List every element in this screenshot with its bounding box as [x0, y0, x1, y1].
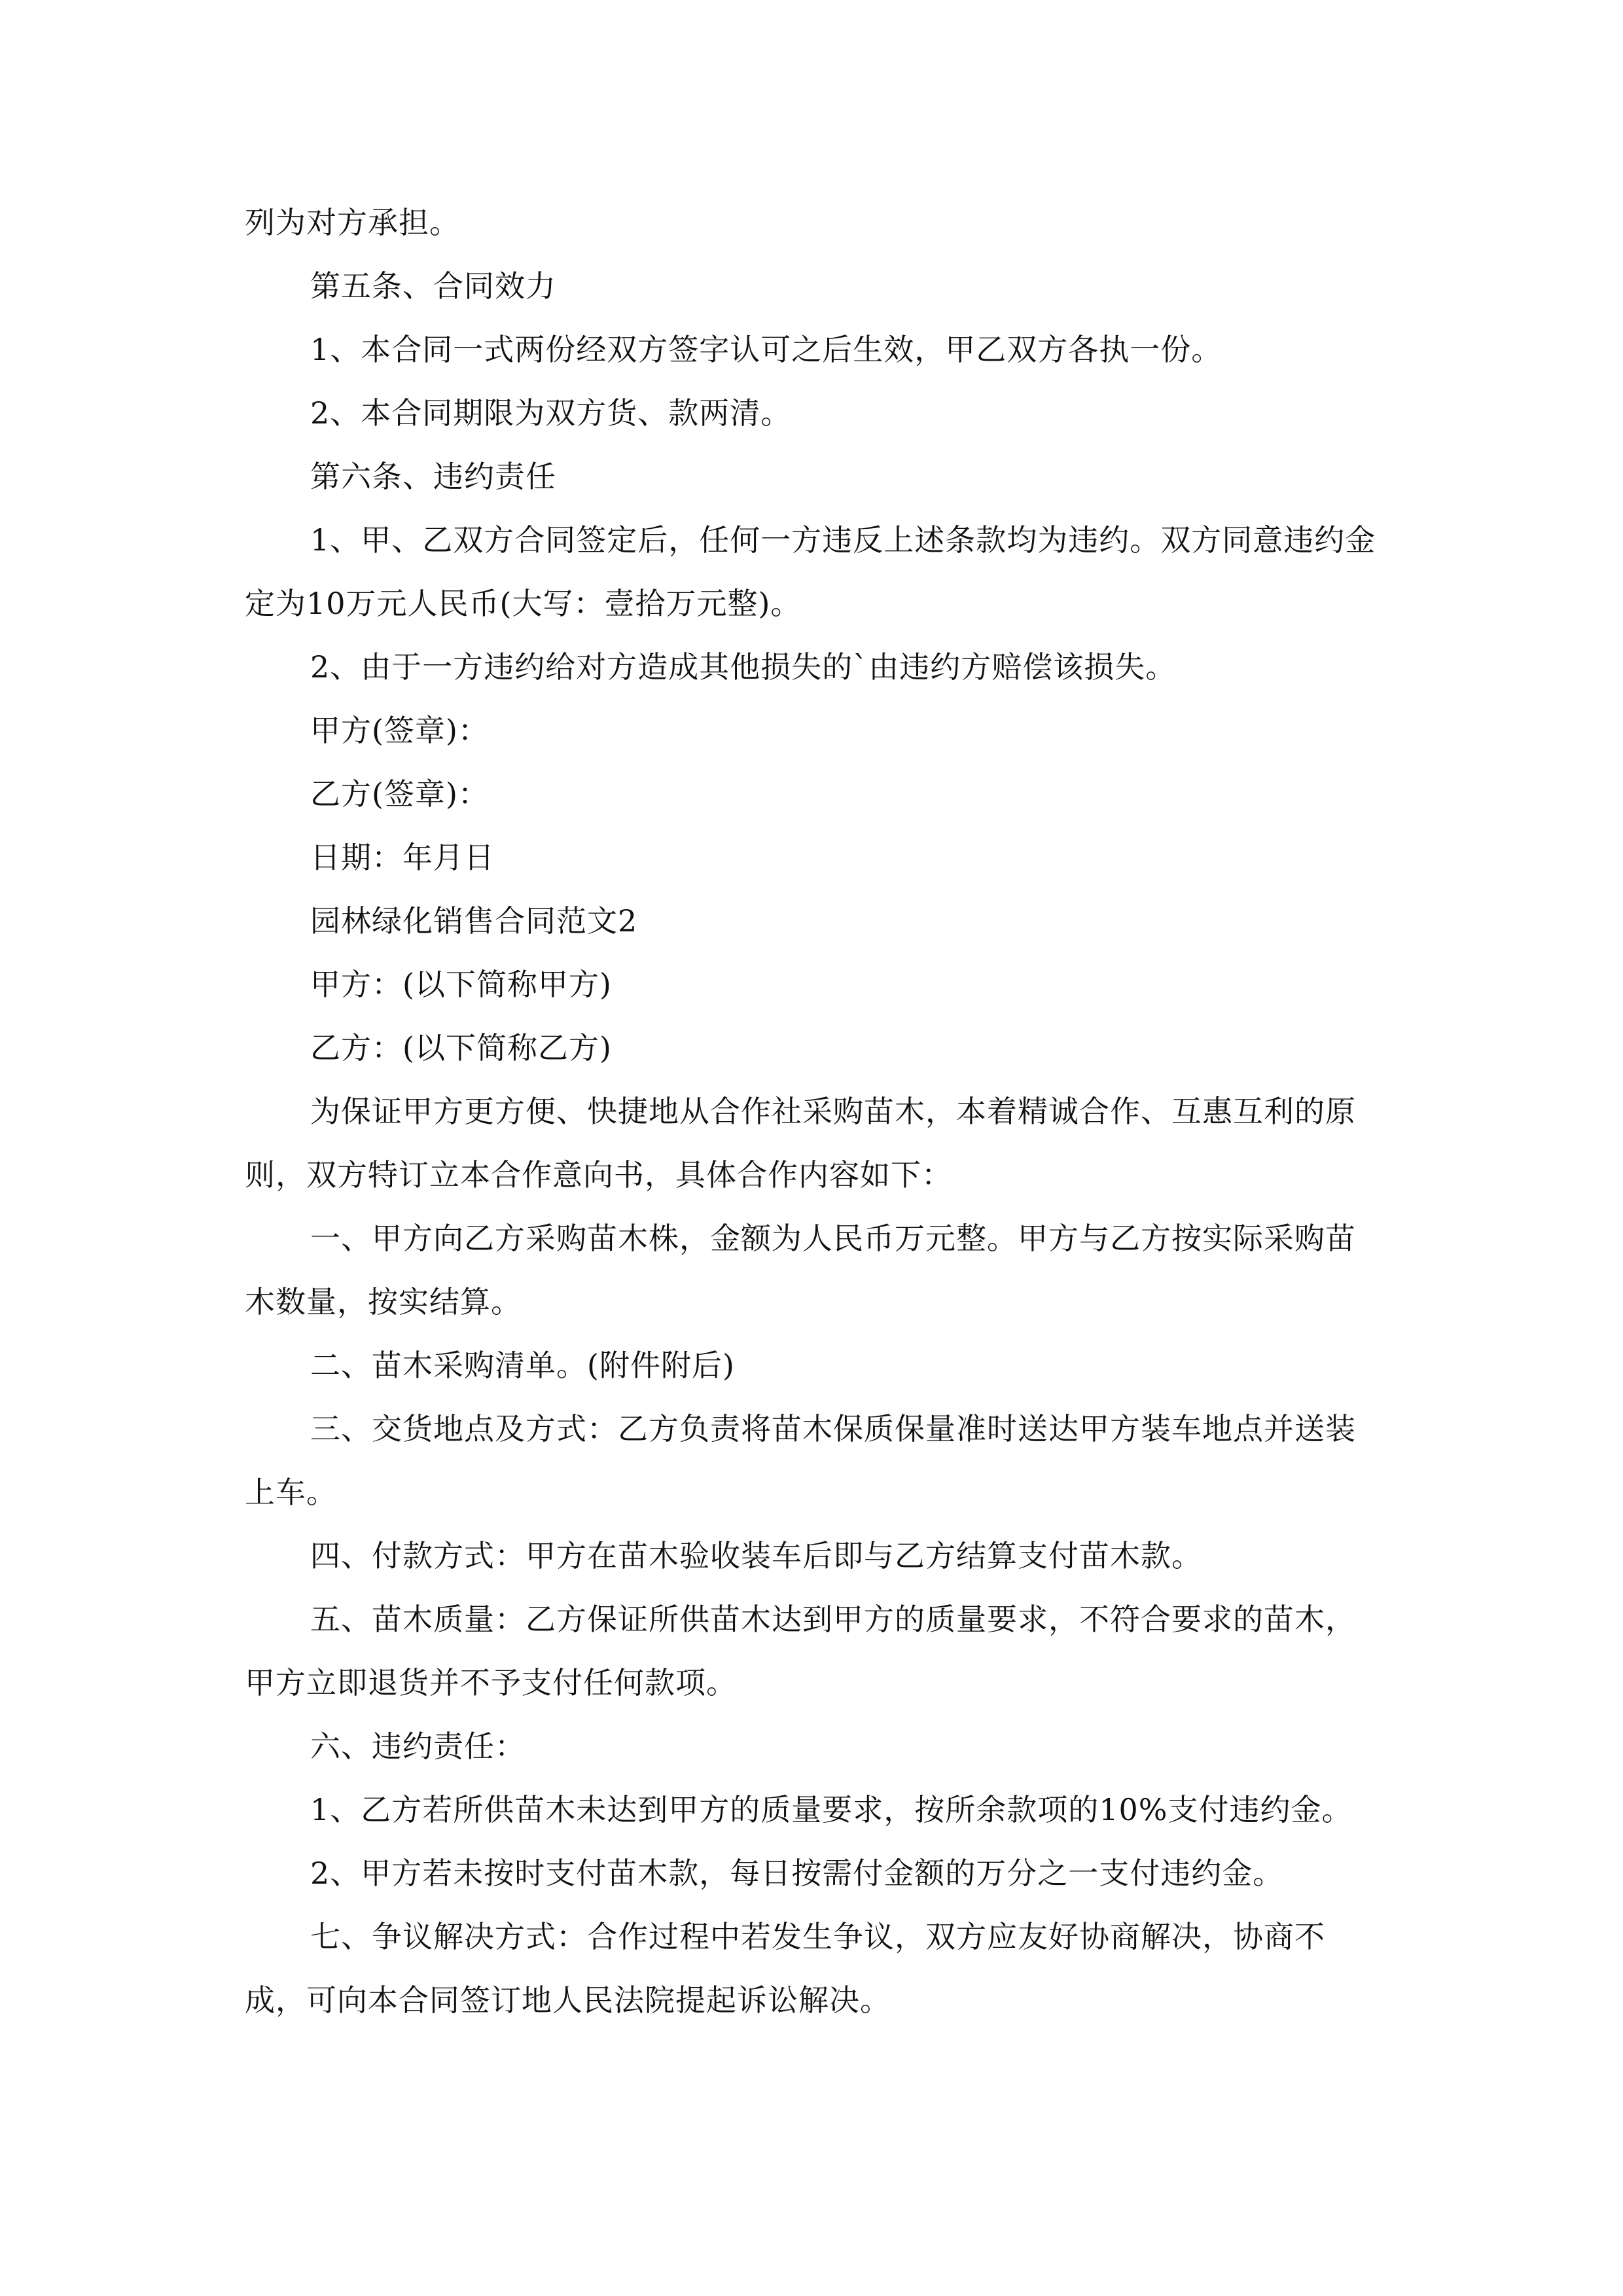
paragraph: 2、甲方若未按时支付苗木款，每日按需付金额的万分之一支付违约金。 [310, 1856, 1284, 1891]
paragraph: 1、乙方若所供苗木未达到甲方的质量要求，按所余款项的10%支付违约金。 [310, 1792, 1353, 1827]
clause-item: 七、争议解决方式：合作过程中若发生争议，双方应友好协商解决，协商不成，可向本合同签订地人民法院提起诉讼解决。 [245, 1919, 1325, 2018]
paragraph: 1、本合同一式两份经双方签字认可之后生效，甲乙双方各执一份。 [310, 332, 1222, 367]
document-subtitle: 园林绿化销售合同范文2 [310, 903, 638, 939]
signature-line-party-b: 乙方(签章)： [310, 776, 489, 812]
clause-item: 一、甲方向乙方采购苗木株，金额为人民币万元整。甲方与乙方按实际采购苗木数量，按实结算。 [245, 1221, 1356, 1319]
clause-item: 二、苗木采购清单。(附件附后) [310, 1348, 735, 1383]
document-body [245, 191, 1383, 2032]
paragraph: 列为对方承担。 [245, 205, 460, 240]
clause-item: 四、付款方式：甲方在苗木验收装车后即与乙方结算支付苗木款。 [310, 1538, 1202, 1573]
section-heading: 第六条、违约责任 [310, 459, 556, 494]
section-heading: 第五条、合同效力 [310, 268, 556, 304]
paragraph: 2、本合同期限为双方货、款两清。 [310, 395, 792, 431]
party-b-line: 乙方：(以下简称乙方) [310, 1030, 612, 1066]
party-a-line: 甲方：(以下简称甲方) [310, 967, 612, 1002]
paragraph: 为保证甲方更方便、快捷地从合作社采购苗木，本着精诚合作、互惠互利的原则，双方特订立本合作意向书，具体合作内容如下： [245, 1094, 1356, 1193]
clause-item: 五、苗木质量：乙方保证所供苗木达到甲方的质量要求，不符合要求的苗木，甲方立即退货并不予支付任何款项。 [245, 1602, 1356, 1700]
paragraph: 2、由于一方违约给对方造成其他损失的`由违约方赔偿该损失。 [310, 649, 1177, 685]
signature-line-party-a: 甲方(签章)： [310, 713, 489, 748]
date-line: 日期：年月日 [310, 840, 495, 875]
clause-item: 三、交货地点及方式：乙方负责将苗木保质保量准时送达甲方装车地点并送装上车。 [245, 1411, 1356, 1510]
paragraph: 1、甲、乙双方合同签定后，任何一方违反上述条款均为违约。双方同意违约金定为10万元人民币(大写：壹拾万元整)。 [245, 522, 1376, 621]
clause-item: 六、违约责任： [310, 1729, 526, 1764]
